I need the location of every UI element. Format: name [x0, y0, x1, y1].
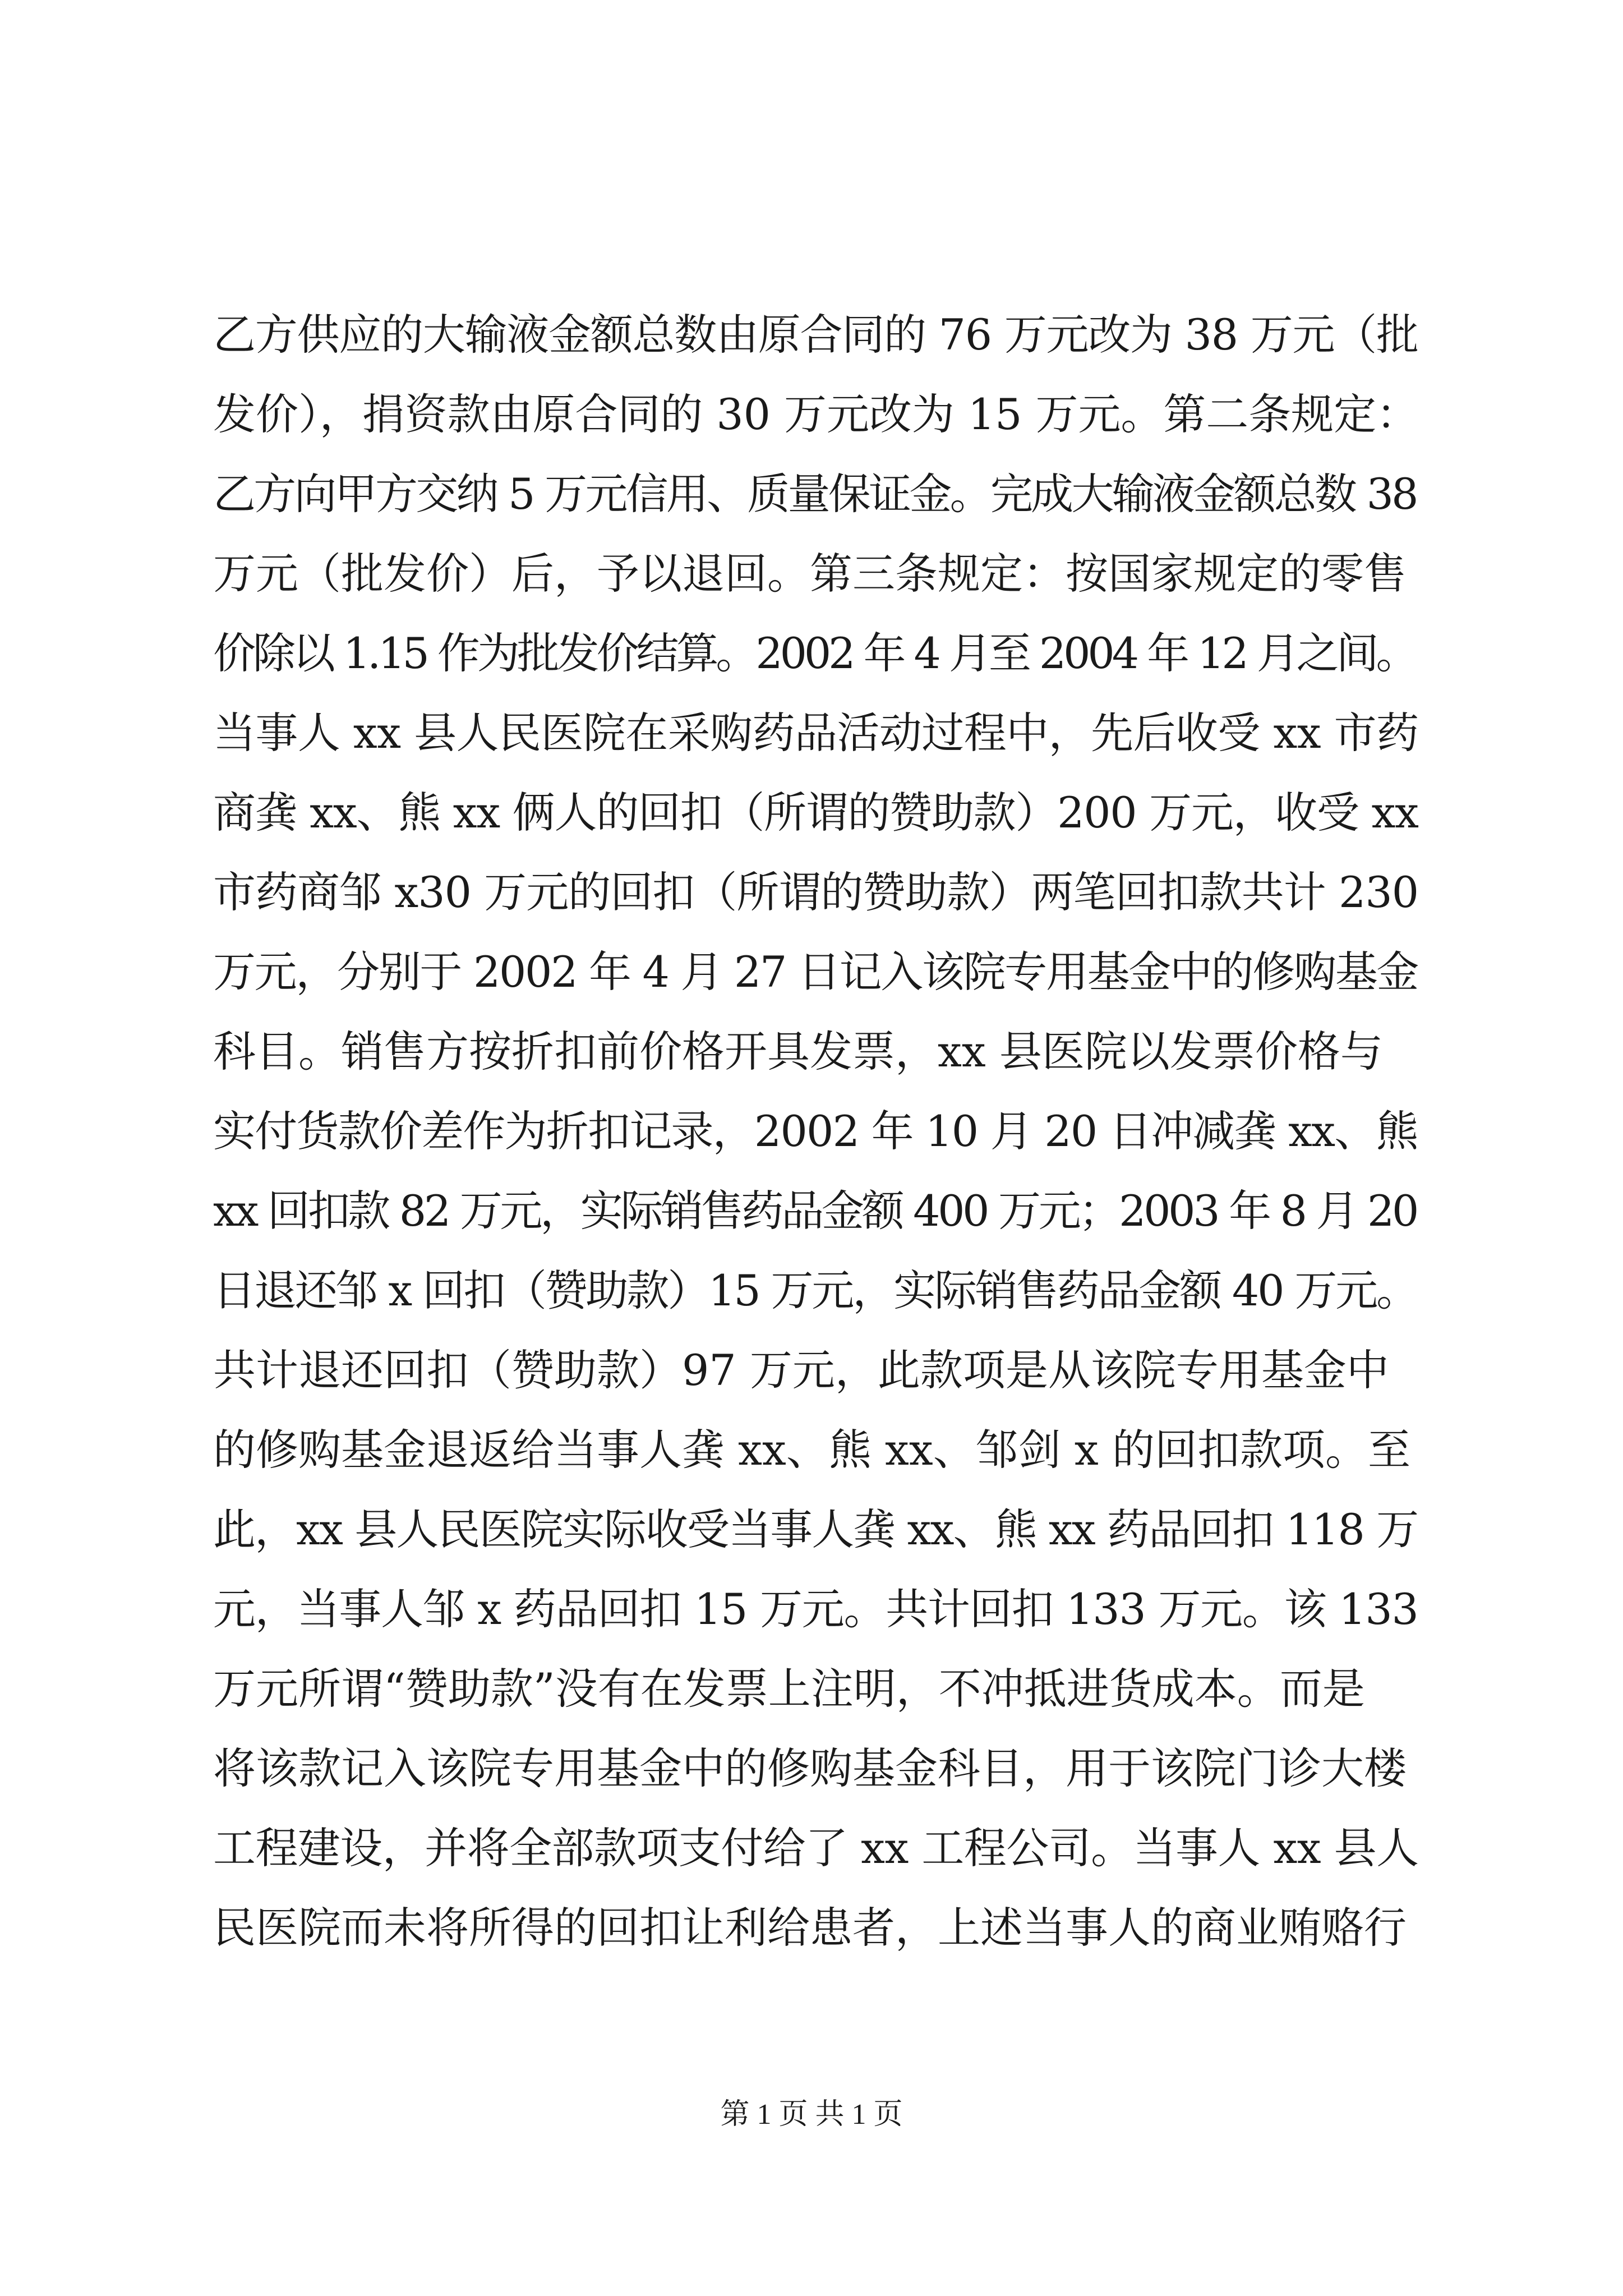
- text-line: 商龚 xx、熊 xx 俩人的回扣（所谓的赞助款）200 万元，收受 xx: [213, 788, 1418, 838]
- text-line: 发价），捐资款由原合同的 30 万元改为 15 万元。第二条规定：: [213, 389, 1419, 439]
- text-line: 万元，分别于 2002 年 4 月 27 日记入该院专用基金中的修购基金: [213, 947, 1418, 997]
- body-paragraph: [213, 295, 1419, 1968]
- text-line: 共计退还回扣（赞助款）97 万元，此款项是从该院专用基金中: [213, 1345, 1389, 1395]
- text-line: 乙方供应的大输液金额总数由原合同的 76 万元改为 38 万元（批: [213, 310, 1418, 360]
- text-line: 日退还邹 x 回扣（赞助款）15 万元，实际销售药品金额 40 万元。: [213, 1266, 1417, 1315]
- text-line: 市药商邹 x30 万元的回扣（所谓的赞助款）两笔回扣款共计 230: [213, 867, 1419, 917]
- text-line: 将该款记入该院专用基金中的修购基金科目，用于该院门诊大楼: [213, 1743, 1407, 1793]
- text-line: 价除以 1.15 作为批发价结算。2002 年 4 月至 2004 年 12 月之间。: [213, 628, 1416, 678]
- text-line: 元，当事人邹 x 药品回扣 15 万元。共计回扣 133 万元。该 133: [213, 1584, 1418, 1634]
- text-line: 乙方向甲方交纳 5 万元信用、质量保证金。完成大输液金额总数 38: [213, 469, 1417, 519]
- text-line: 民医院而未将所得的回扣让利给患者，上述当事人的商业贿赂行: [213, 1903, 1407, 1953]
- text-line: 此，xx 县人民医院实际收受当事人龚 xx、熊 xx 药品回扣 118 万: [213, 1504, 1418, 1554]
- text-line: 的修购基金退返给当事人龚 xx、熊 xx、邹剑 x 的回扣款项。至: [213, 1425, 1410, 1475]
- text-line: 实付货款价差作为折扣记录，2002 年 10 月 20 日冲减龚 xx、熊: [213, 1106, 1418, 1156]
- text-line: xx 回扣款 82 万元，实际销售药品金额 400 万元；2003 年 8 月 20: [213, 1186, 1417, 1236]
- text-line: 当事人 xx 县人民医院在采购药品活动过程中，先后收受 xx 市药: [213, 708, 1419, 758]
- page-footer: 第 1 页 共 1 页: [720, 2099, 903, 2131]
- text-line: 科目。销售方按折扣前价格开具发票，xx 县医院以发票价格与: [213, 1027, 1383, 1076]
- text-line: 万元所谓“赞助款”没有在发票上注明，不冲抵进货成本。而是: [213, 1664, 1365, 1714]
- text-line: 万元（批发价）后，予以退回。第三条规定：按国家规定的零售: [213, 549, 1407, 599]
- text-line: 工程建设，并将全部款项支付给了 xx 工程公司。当事人 xx 县人: [213, 1823, 1419, 1873]
